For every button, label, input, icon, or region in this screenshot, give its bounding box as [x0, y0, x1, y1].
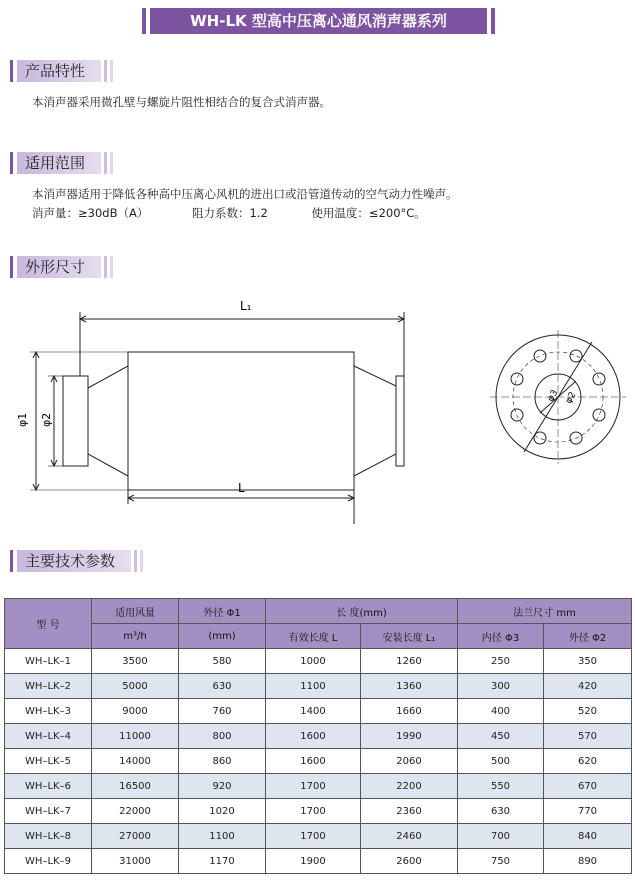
cell-inner-dia: 500	[458, 749, 544, 774]
cell-flow: 31000	[92, 849, 179, 874]
cell-install-length: 2360	[361, 799, 458, 824]
cell-eff-length: 1400	[266, 699, 361, 724]
cell-model: WH–LK–5	[5, 749, 92, 774]
cell-install-length: 2060	[361, 749, 458, 774]
section-label: 外形尺寸	[17, 256, 101, 278]
dim-phi1: φ1	[16, 412, 29, 427]
cell-install-length: 1360	[361, 674, 458, 699]
table-row	[5, 799, 632, 824]
cell-eff-length: 1900	[266, 849, 361, 874]
cell-od: 1100	[179, 824, 266, 849]
cell-install-length: 2600	[361, 849, 458, 874]
cell-flow: 14000	[92, 749, 179, 774]
cell-outer-dia: 350	[544, 649, 632, 674]
header-flow-unit: m³/h	[92, 624, 179, 649]
spec-resistance: 阻力系数：1.2	[191, 206, 268, 220]
cell-install-length: 1260	[361, 649, 458, 674]
cell-flow: 16500	[92, 774, 179, 799]
cell-model: WH–LK–6	[5, 774, 92, 799]
cell-inner-dia: 550	[458, 774, 544, 799]
cell-inner-dia: 700	[458, 824, 544, 849]
scope-specs	[32, 205, 466, 221]
cell-outer-dia: 420	[544, 674, 632, 699]
section-header-dimensions	[10, 256, 113, 278]
cell-inner-dia: 750	[458, 849, 544, 874]
dim-phi2-flange: φ2	[563, 390, 579, 406]
table-row	[5, 699, 632, 724]
cell-inner-dia: 300	[458, 674, 544, 699]
header-inner-dia: 内径 Φ3	[458, 624, 544, 649]
dim-phi2: φ2	[40, 412, 53, 427]
cell-flow: 27000	[92, 824, 179, 849]
section-header-scope	[10, 152, 113, 174]
cell-inner-dia: 400	[458, 699, 544, 724]
cell-install-length: 2460	[361, 824, 458, 849]
cell-install-length: 2200	[361, 774, 458, 799]
right-cone	[354, 366, 396, 476]
cell-outer-dia: 670	[544, 774, 632, 799]
header-model: 型 号	[5, 599, 92, 649]
cell-model: WH–LK–8	[5, 824, 92, 849]
cell-outer-dia: 520	[544, 699, 632, 724]
table-row	[5, 749, 632, 774]
header-flow: 适用风量	[92, 599, 179, 624]
dim-l: L	[238, 481, 245, 495]
cell-eff-length: 1100	[266, 674, 361, 699]
header-flange: 法兰尺寸 mm	[458, 599, 632, 624]
dim-phi3: φ3	[545, 388, 561, 404]
cell-inner-dia: 450	[458, 724, 544, 749]
features-text: 本消声器采用微孔壁与螺旋片阻性相结合的复合式消声器。	[32, 95, 331, 109]
section-header-features	[10, 60, 113, 82]
cell-outer-dia: 570	[544, 724, 632, 749]
cell-od: 860	[179, 749, 266, 774]
table-row	[5, 774, 632, 799]
cell-eff-length: 1700	[266, 824, 361, 849]
scope-text: 本消声器适用于降低各种高中压离心风机的进出口或沿管道传动的空气动力性噪声。	[32, 187, 458, 201]
cell-model: WH–LK–1	[5, 649, 92, 674]
cell-flow: 3500	[92, 649, 179, 674]
cell-flow: 22000	[92, 799, 179, 824]
cell-flow: 11000	[92, 724, 179, 749]
cell-flow: 9000	[92, 699, 179, 724]
header-od-unit: (mm)	[179, 624, 266, 649]
cell-flow: 5000	[92, 674, 179, 699]
cell-od: 920	[179, 774, 266, 799]
cell-inner-dia: 250	[458, 649, 544, 674]
cell-install-length: 1660	[361, 699, 458, 724]
cell-od: 1020	[179, 799, 266, 824]
header-install-length: 安装长度 L₁	[361, 624, 458, 649]
section-label: 主要技术参数	[17, 550, 131, 572]
cell-od: 1170	[179, 849, 266, 874]
header-length: 长 度(mm)	[266, 599, 458, 624]
cell-eff-length: 1600	[266, 724, 361, 749]
spec-table	[4, 598, 632, 874]
cell-od: 800	[179, 724, 266, 749]
table-row	[5, 724, 632, 749]
cell-model: WH–LK–7	[5, 799, 92, 824]
table-row	[5, 849, 632, 874]
spec-noise: 消声量：≥30dB（A）	[32, 206, 149, 220]
left-flange	[63, 376, 88, 466]
cell-install-length: 1990	[361, 724, 458, 749]
dim-l1: L₁	[240, 299, 252, 313]
right-flange	[396, 376, 404, 466]
section-header-params	[10, 550, 143, 572]
cell-od: 760	[179, 699, 266, 724]
cell-model: WH–LK–2	[5, 674, 92, 699]
cell-eff-length: 1700	[266, 799, 361, 824]
table-row	[5, 649, 632, 674]
header-outer-dia: 外径 Φ2	[544, 624, 632, 649]
cell-od: 630	[179, 674, 266, 699]
table-row	[5, 674, 632, 699]
cell-eff-length: 1600	[266, 749, 361, 774]
silencer-body	[128, 352, 354, 490]
cell-model: WH–LK–4	[5, 724, 92, 749]
cell-outer-dia: 770	[544, 799, 632, 824]
header-effective-length: 有效长度 L	[266, 624, 361, 649]
cell-eff-length: 1700	[266, 774, 361, 799]
cell-outer-dia: 620	[544, 749, 632, 774]
cell-model: WH–LK–9	[5, 849, 92, 874]
spec-temperature: 使用温度：≤200°C。	[311, 206, 426, 220]
dimension-drawing	[0, 292, 635, 532]
cell-outer-dia: 840	[544, 824, 632, 849]
left-cone	[88, 366, 128, 476]
cell-inner-dia: 630	[458, 799, 544, 824]
table-row	[5, 824, 632, 849]
cell-eff-length: 1000	[266, 649, 361, 674]
cell-outer-dia: 890	[544, 849, 632, 874]
header-od: 外径 Φ1	[179, 599, 266, 624]
cell-model: WH–LK–3	[5, 699, 92, 724]
cell-od: 580	[179, 649, 266, 674]
section-label: 产品特性	[17, 60, 101, 82]
section-label: 适用范围	[17, 152, 101, 174]
page-title: WH-LK 型高中压离心通风消声器系列	[150, 8, 487, 34]
